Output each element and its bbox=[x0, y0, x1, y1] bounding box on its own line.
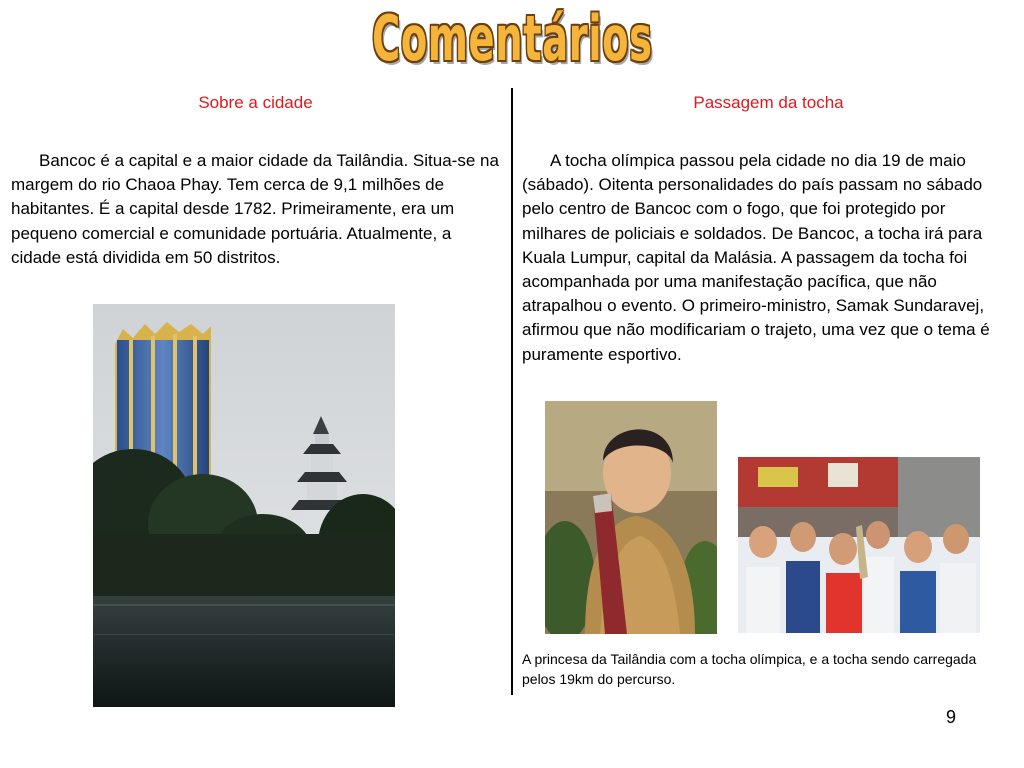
right-heading: Passagem da tocha bbox=[693, 93, 844, 112]
page-number: 9 bbox=[946, 707, 957, 727]
slide-title-text: Comentários bbox=[371, 2, 653, 75]
left-paragraph-text: Bancoc é a capital e a maior cidade da Tailândia. Situa-se na margem do rio Chaoa Phay. Tem cerca de 9,1 milhões de habitantes. É a capital desde 1782. Primeiramente, era um pequeno comercial e comunidade portuária. Atualmente, a cidade está dividida em 50 distritos. bbox=[11, 151, 499, 267]
photo-caption: A princesa da Tailândia com a tocha olímpica, e a tocha sendo carregada pelos 19km do percurso. bbox=[522, 651, 977, 687]
bangkok-city-photo bbox=[93, 304, 395, 707]
column-divider bbox=[511, 88, 513, 695]
torch-relay-photo bbox=[738, 457, 980, 633]
slide-title bbox=[0, 0, 1024, 78]
right-paragraph-text: A tocha olímpica passou pela cidade no dia 19 de maio (sábado). Oitenta personalidades do país passam no sábado pelo centro de Bancoc com o fogo, que foi protegido por milhares de policiais e soldados. De Bancoc, a tocha irá para Kuala Lumpur, capital da Malásia. A passagem da tocha foi acompanhada por uma manifestação pacífica, que não atrapalhou o evento. O primeiro-ministro, Samak Sundaravej, afirmou que não modificariam o trajeto, uma vez que o tema é puramente esportivo. bbox=[522, 151, 990, 364]
princess-torch-photo bbox=[545, 401, 717, 634]
right-paragraph bbox=[522, 149, 1014, 367]
left-heading: Sobre a cidade bbox=[198, 93, 313, 112]
left-paragraph bbox=[11, 149, 501, 270]
